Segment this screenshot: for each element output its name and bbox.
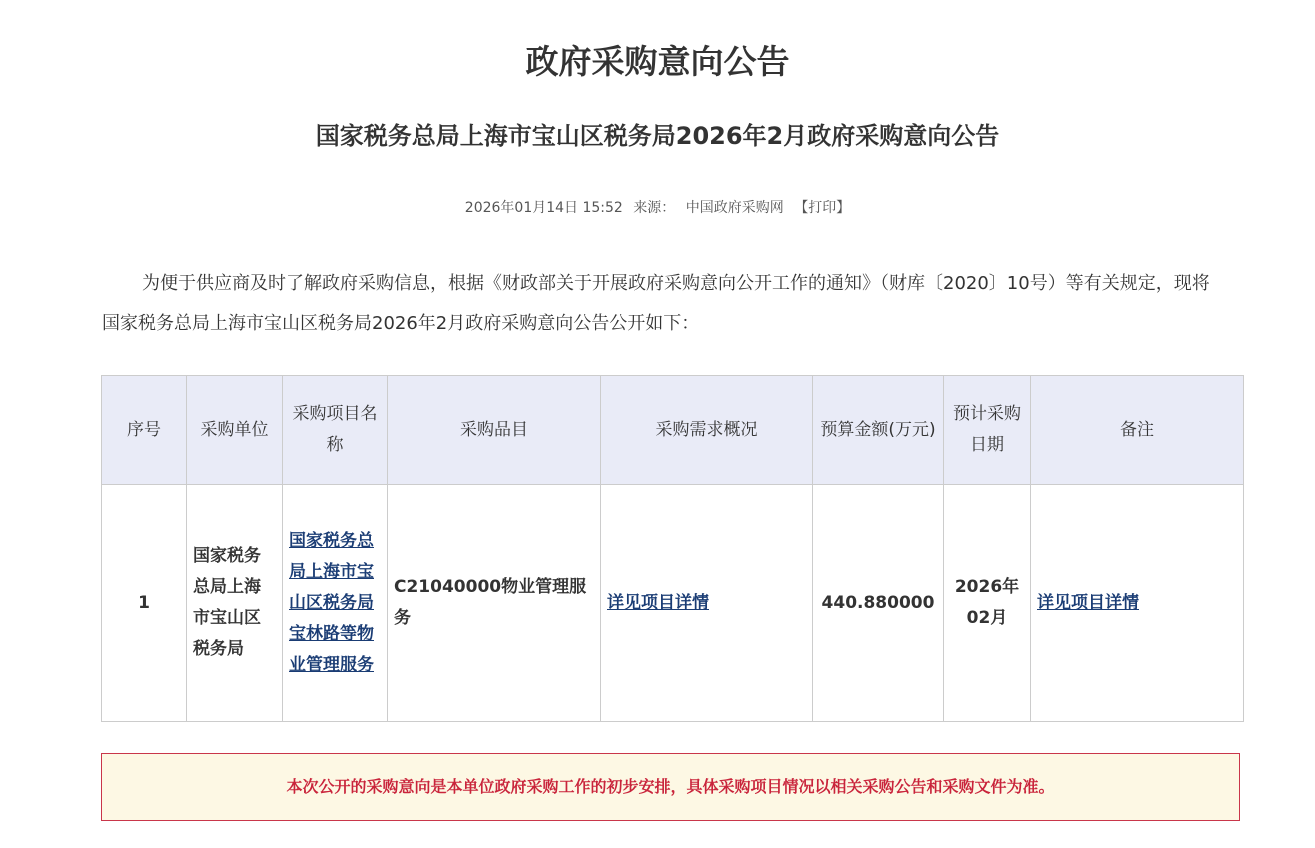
intro-paragraph: 为便于供应商及时了解政府采购信息，根据《财政部关于开展政府采购意向公开工作的通知》（财库〔2020〕10号）等有关规定，现将国家税务总局上海市宝山区税务局2026年2月政府采购意向公告公开如下：	[102, 273, 1210, 334]
requirement-detail-link[interactable]: 详见项目详情	[607, 592, 709, 613]
cell-requirement	[601, 485, 813, 722]
header-unit: 采购单位	[187, 376, 283, 485]
notice-box: 本次公开的采购意向是本单位政府采购工作的初步安排，具体采购项目情况以相关采购公告和采购文件为准。	[101, 753, 1240, 821]
project-name-link[interactable]: 国家税务总局上海市宝山区税务局宝林路等物业管理服务	[289, 530, 374, 675]
table-row	[102, 485, 1244, 722]
print-link[interactable]: 【打印】	[794, 200, 851, 216]
table-header-row	[102, 376, 1244, 485]
procurement-intent-table	[101, 375, 1244, 722]
announcement-title: 国家税务总局上海市宝山区税务局2026年2月政府采购意向公告	[315, 122, 1000, 150]
header-date: 预计采购日期	[944, 376, 1031, 485]
header-requirement: 采购需求概况	[601, 376, 813, 485]
header-budget: 预算金额(万元)	[813, 376, 944, 485]
header-remark: 备注	[1031, 376, 1244, 485]
header-index: 序号	[102, 376, 187, 485]
header-category: 采购品目	[388, 376, 601, 485]
cell-unit: 国家税务总局上海市宝山区税务局	[187, 485, 283, 722]
publish-datetime: 2026年01月14日 15:52	[464, 200, 623, 216]
announcement-meta	[0, 197, 1315, 219]
cell-remark	[1031, 485, 1244, 722]
source-label: 来源：	[633, 200, 676, 216]
cell-budget: 440.880000	[813, 485, 944, 722]
cell-category: C21040000物业管理服务	[388, 485, 601, 722]
cell-index: 1	[102, 485, 187, 722]
cell-project-name	[283, 485, 388, 722]
page-title: 政府采购意向公告	[525, 42, 790, 81]
cell-date: 2026年02月	[944, 485, 1031, 722]
header-project-name: 采购项目名称	[283, 376, 388, 485]
source-value: 中国政府采购网	[685, 200, 784, 216]
remark-detail-link[interactable]: 详见项目详情	[1037, 592, 1139, 613]
